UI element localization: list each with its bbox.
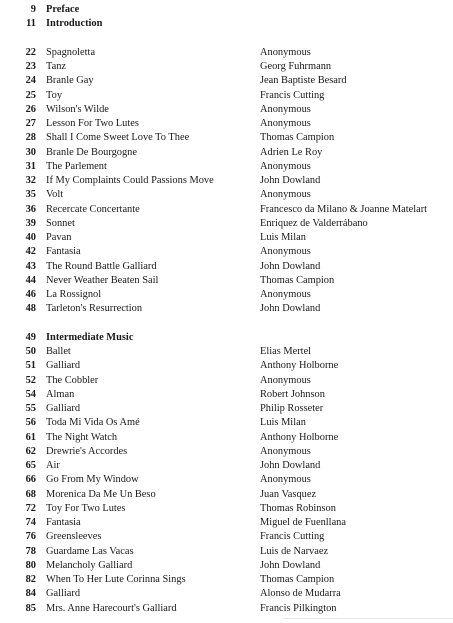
page-number: 50	[25, 346, 36, 357]
list-item	[0, 587, 453, 601]
page-number: 82	[25, 574, 36, 585]
introduction-pieces-list	[0, 46, 453, 317]
page-number: 31	[25, 160, 36, 172]
piece-title: Fantasia	[46, 246, 81, 258]
composer-name: John Dowland	[260, 460, 321, 471]
list-item	[0, 217, 453, 231]
piece-title: Never Weather Beaten Sail	[46, 274, 159, 286]
piece-title: Lesson For Two Lutes	[46, 118, 139, 129]
piece-title: Toy For Two Lutes	[46, 502, 126, 514]
page-number: 55	[25, 403, 36, 414]
page-number: 80	[25, 559, 36, 571]
list-item	[0, 402, 453, 416]
piece-title: Alman	[46, 388, 75, 400]
piece-title: The Parlement	[46, 160, 107, 172]
list-item	[0, 260, 453, 274]
piece-title: Melancholy Galliard	[46, 559, 133, 571]
list-item	[0, 573, 453, 587]
list-item	[0, 288, 453, 302]
composer-name: Anonymous	[260, 160, 311, 172]
piece-title: Sonnet	[46, 217, 75, 229]
composer-name: Thomas Campion	[260, 132, 335, 144]
page-number: 35	[25, 189, 36, 201]
piece-title: Guardame Las Vacas	[46, 545, 134, 557]
page-number: 36	[25, 203, 36, 215]
section-title: Introduction	[46, 18, 103, 30]
composer-name: Georg Fuhrmann	[260, 61, 332, 72]
composer-name: Adrien Le Roy	[260, 146, 323, 158]
composer-name: Luis Milan	[260, 417, 306, 429]
list-item	[0, 559, 453, 573]
composer-name: John Dowland	[260, 260, 321, 272]
page-number: 40	[25, 232, 36, 243]
piece-title: The Round Battle Galliard	[46, 260, 157, 272]
list-item	[0, 530, 453, 544]
composer-name: Anthony Holborne	[260, 431, 339, 443]
page-number: 65	[25, 460, 36, 471]
composer-name: Francesco da Milano & Joanne Matelart	[260, 203, 428, 215]
piece-title: Galliard	[46, 403, 81, 414]
piece-title: Galliard	[46, 588, 81, 600]
toc-heading-introduction	[0, 17, 453, 31]
list-item	[0, 274, 453, 288]
list-item	[0, 359, 453, 373]
page-number: 30	[25, 146, 36, 158]
page-number: 25	[25, 89, 36, 101]
spacer	[0, 32, 453, 46]
composer-name: Anonymous	[260, 246, 311, 258]
composer-name: Anonymous	[260, 289, 311, 300]
page-number: 54	[25, 388, 36, 400]
page-number: 61	[25, 431, 36, 443]
page-number: 11	[26, 18, 36, 30]
page-number: 32	[25, 175, 36, 186]
composer-name: Robert Johnson	[260, 388, 325, 400]
page-number: 26	[25, 103, 36, 115]
list-item	[0, 146, 453, 160]
page-number: 39	[25, 217, 36, 229]
piece-title: Fantasia	[46, 517, 81, 528]
page-number: 74	[25, 517, 36, 528]
composer-name: Miguel de Fuenllana	[260, 517, 346, 528]
page-number: 48	[25, 303, 36, 315]
list-item	[0, 174, 453, 188]
toc-heading-intermediate-music	[0, 331, 453, 345]
toc-heading-preface	[0, 3, 453, 17]
composer-name: Jean Baptiste Besard	[260, 75, 347, 87]
list-item	[0, 488, 453, 502]
list-item	[0, 60, 453, 74]
section-title: Intermediate Music	[46, 331, 134, 343]
list-item	[0, 160, 453, 174]
page-number: 23	[25, 61, 36, 72]
section-title: Preface	[46, 4, 80, 15]
page-number: 52	[25, 374, 36, 386]
list-item	[0, 473, 453, 487]
piece-title: Morenica Da Me Un Beso	[46, 488, 156, 500]
piece-title: Greensleeves	[46, 531, 102, 543]
page-edge-mark	[283, 618, 453, 623]
page-number: 62	[25, 445, 36, 457]
composer-name: Luis de Narvaez	[260, 545, 329, 557]
page-number: 42	[25, 246, 36, 258]
page-number: 84	[25, 588, 36, 600]
piece-title: When To Her Lute Corinna Sings	[46, 574, 186, 585]
list-item	[0, 131, 453, 145]
list-item	[0, 374, 453, 388]
piece-title: Tarleton's Resurrection	[46, 303, 143, 315]
page-number: 22	[25, 46, 36, 58]
piece-title: Toda Mi Vida Os Amé	[46, 417, 140, 429]
list-item	[0, 203, 453, 217]
list-item	[0, 188, 453, 202]
page-number: 66	[25, 474, 36, 486]
piece-title: The Night Watch	[46, 431, 118, 443]
composer-name: Luis Milan	[260, 232, 306, 243]
list-item	[0, 245, 453, 259]
piece-title: La Rossignol	[46, 289, 102, 300]
page-number: 56	[25, 417, 36, 429]
piece-title: Drewrie's Accordes	[46, 445, 128, 457]
list-item	[0, 502, 453, 516]
piece-title: Shall I Come Sweet Love To Thee	[46, 132, 190, 144]
piece-title: Air	[46, 460, 60, 471]
composer-name: Anonymous	[260, 118, 311, 129]
page-number: 72	[25, 502, 36, 514]
composer-name: Anonymous	[260, 445, 311, 457]
composer-name: Francis Pilkington	[260, 602, 337, 614]
composer-name: John Dowland	[260, 175, 321, 186]
page-number: 51	[25, 360, 36, 372]
composer-name: Thomas Campion	[260, 574, 335, 585]
list-item	[0, 231, 453, 245]
page-number: 27	[25, 118, 36, 129]
composer-name: Anonymous	[260, 46, 311, 58]
list-item	[0, 388, 453, 402]
page-number: 28	[25, 132, 36, 144]
piece-title: Branle De Bourgogne	[46, 146, 137, 158]
composer-name: Francis Cutting	[260, 531, 325, 543]
list-item	[0, 345, 453, 359]
page-number: 46	[25, 289, 36, 300]
page-number: 76	[25, 531, 36, 543]
piece-title: Recercate Concertante	[46, 203, 140, 215]
piece-title: Galliard	[46, 360, 81, 372]
composer-name: Thomas Campion	[260, 274, 335, 286]
composer-name: Alonso de Mudarra	[260, 588, 341, 600]
piece-title: Go From My Window	[46, 474, 139, 486]
list-item	[0, 89, 453, 103]
list-item	[0, 46, 453, 60]
piece-title: The Cobbler	[46, 374, 99, 386]
page-number: 78	[25, 545, 36, 557]
list-item	[0, 445, 453, 459]
piece-title: Branle Gay	[46, 75, 94, 87]
composer-name: Philip Rosseter	[260, 403, 324, 414]
composer-name: John Dowland	[260, 303, 321, 315]
piece-title: Wilson's Wilde	[46, 103, 109, 115]
composer-name: Elias Mertel	[260, 346, 312, 357]
piece-title: Ballet	[46, 346, 71, 357]
composer-name: John Dowland	[260, 559, 321, 571]
page-number: 24	[25, 75, 36, 87]
list-item	[0, 516, 453, 530]
spacer	[0, 317, 453, 331]
composer-name: Thomas Robinson	[260, 502, 336, 514]
list-item	[0, 545, 453, 559]
composer-name: Anonymous	[260, 374, 311, 386]
table-of-contents	[0, 3, 453, 616]
composer-name: Juan Vasquez	[260, 488, 317, 500]
list-item	[0, 602, 453, 616]
list-item	[0, 117, 453, 131]
piece-title: Spagnoletta	[46, 46, 96, 58]
list-item	[0, 103, 453, 117]
page-number: 9	[30, 4, 36, 15]
composer-name: Anonymous	[260, 103, 311, 115]
composer-name: Anonymous	[260, 189, 311, 201]
composer-name: Francis Cutting	[260, 89, 325, 101]
composer-name: Enriquez de Valderrábano	[260, 217, 368, 229]
list-item	[0, 459, 453, 473]
list-item	[0, 302, 453, 316]
composer-name: Anonymous	[260, 474, 311, 486]
piece-title: Volt	[46, 189, 64, 201]
list-item	[0, 431, 453, 445]
page-number: 44	[25, 274, 36, 286]
intermediate-pieces-list	[0, 345, 453, 616]
page-number: 43	[25, 260, 36, 272]
piece-title: Pavan	[46, 232, 72, 243]
page-number: 85	[25, 602, 36, 614]
piece-title: Tanz	[46, 61, 67, 72]
piece-title: Toy	[46, 89, 63, 101]
page-number: 49	[25, 331, 36, 343]
list-item	[0, 74, 453, 88]
list-item	[0, 416, 453, 430]
composer-name: Anthony Holborne	[260, 360, 339, 372]
page-number: 68	[25, 488, 36, 500]
piece-title: Mrs. Anne Harecourt's Galliard	[46, 602, 177, 614]
piece-title: If My Complaints Could Passions Move	[46, 175, 214, 186]
